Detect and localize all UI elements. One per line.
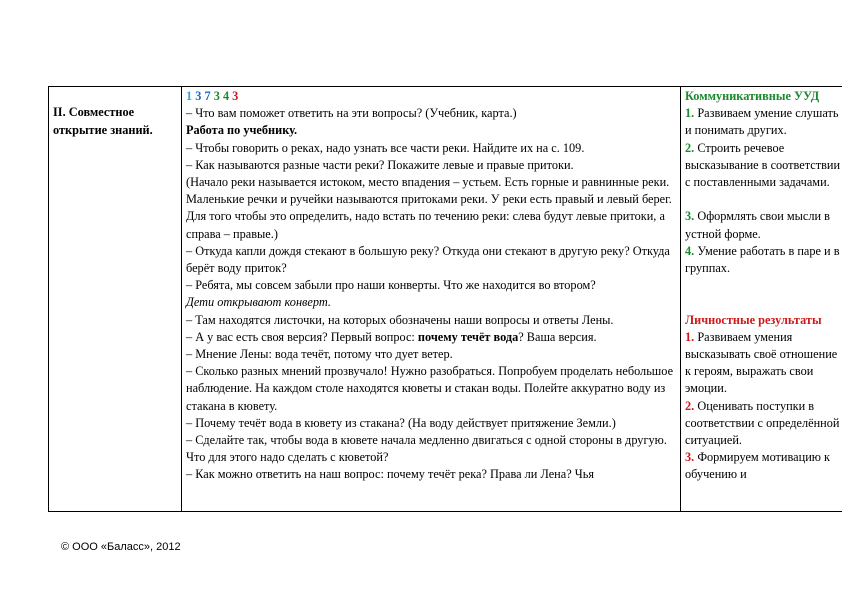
outcome-text: Строить речевое высказывание в соответствии с поставленными задачами.	[685, 140, 841, 190]
copyright-footer: © ООО «Баласс», 2012	[61, 541, 181, 553]
lesson-text: – А у вас есть своя версия? Первый вопрос:	[186, 329, 418, 344]
lesson-text: ? Ваша версия.	[518, 329, 597, 344]
lesson-line: – Откуда капли дождя стекают в большую реку? Откуда они стекают в другую реку? Откуда берёт воду приток?	[186, 243, 670, 276]
table-row	[49, 87, 842, 512]
textbook-indices	[186, 88, 676, 105]
outcome-item	[685, 208, 842, 242]
outcome-item	[685, 449, 842, 483]
lesson-paragraph: – Сколько разных мнений прозвучало! Нужно разобраться. Попробуем проделать небольшое наблюдение. На каждом столе находятся кюветы и стакан воды. Полейте аккуратно воду из стакана в кювету.	[186, 364, 674, 413]
outcome-number: 2.	[685, 398, 695, 413]
outcome-text: Оценивать поступки в соответствии с определённой ситуацией.	[685, 398, 840, 448]
lesson-line: – Мнение Лены: вода течёт, потому что дует ветер.	[186, 347, 453, 362]
outcome-number: 1.	[685, 329, 695, 344]
personal-results-heading: Личностные результаты	[685, 312, 822, 327]
lesson-line: – Там находятся листочки, на которых обозначены наши вопросы и ответы Лены.	[186, 312, 614, 327]
lesson-line	[186, 329, 676, 346]
lesson-content-cell	[182, 87, 681, 512]
index-6: 3	[232, 89, 239, 103]
outcome-number: 1.	[685, 106, 695, 121]
outcome-item	[685, 140, 842, 192]
lesson-line: – Как называются разные части реки? Покажите левые и правые притоки.	[186, 157, 574, 172]
stage-title: II. Совместное открытие знаний.	[53, 105, 153, 137]
index-3: 7	[204, 89, 211, 103]
index-5: 4	[222, 89, 230, 103]
communicative-heading: Коммуникативные УУД	[685, 89, 820, 103]
lesson-line: – Ребята, мы совсем забыли про наши конверты. Что же находится во втором?	[186, 278, 596, 293]
outcome-text: Формируем мотивацию к обучению и	[685, 450, 831, 482]
outcome-number: 3.	[685, 450, 695, 465]
outcome-item	[685, 398, 842, 450]
lesson-line: – Сделайте так, чтобы вода в кювете начала медленно двигаться с одной стороны в другую. Что для этого надо сделать с кюветой?	[186, 433, 667, 465]
key-question: почему течёт вода	[417, 329, 519, 344]
index-1: 1	[186, 89, 193, 103]
lesson-line: – Что вам поможет ответить на эти вопросы? (Учебник, карта.)	[186, 106, 517, 121]
outcome-number: 2.	[685, 140, 695, 155]
index-2: 3	[195, 89, 202, 103]
stage-direction: Дети открывают конверт.	[186, 295, 331, 310]
outcome-item	[685, 105, 842, 139]
stage-cell	[49, 87, 182, 512]
outcome-number: 3.	[685, 209, 695, 224]
outcome-number: 4.	[685, 243, 695, 258]
lesson-line: – Как можно ответить на наш вопрос: почему течёт река? Права ли Лена? Чья	[186, 467, 595, 482]
outcome-item	[685, 243, 842, 277]
outcome-text: Развиваем умение слушать и понимать других.	[685, 106, 839, 138]
outcome-text: Развиваем умения высказывать своё отношение к героям, выражать свои эмоции.	[685, 329, 838, 396]
index-4: 3	[213, 89, 220, 103]
lesson-table	[48, 86, 842, 512]
lesson-line: – Почему течёт вода в кювету из стакана? (На воду действует притяжение Земли.)	[186, 415, 616, 430]
lesson-paragraph: (Начало реки называется истоком, место впадения – устьем. Есть горные и равнинные реки. Маленькие речки и ручейки называются притоками реки. У реки есть правый и левый берег. Для того чтобы это определить, надо встать по течению реки: слева будут левые притоки, а справа – правые.)	[186, 175, 672, 241]
outcomes-cell	[681, 87, 842, 512]
outcome-item	[685, 329, 842, 398]
outcome-text: Умение работать в паре и в группах.	[685, 243, 840, 276]
spacer	[685, 191, 842, 208]
outcome-text: Оформлять свои мысли в устной форме.	[685, 209, 830, 241]
lesson-line: – Чтобы говорить о реках, надо узнать все части реки. Найдите их на с. 109.	[186, 140, 585, 155]
section-heading: Работа по учебнику.	[186, 123, 298, 138]
spacer	[685, 277, 842, 311]
